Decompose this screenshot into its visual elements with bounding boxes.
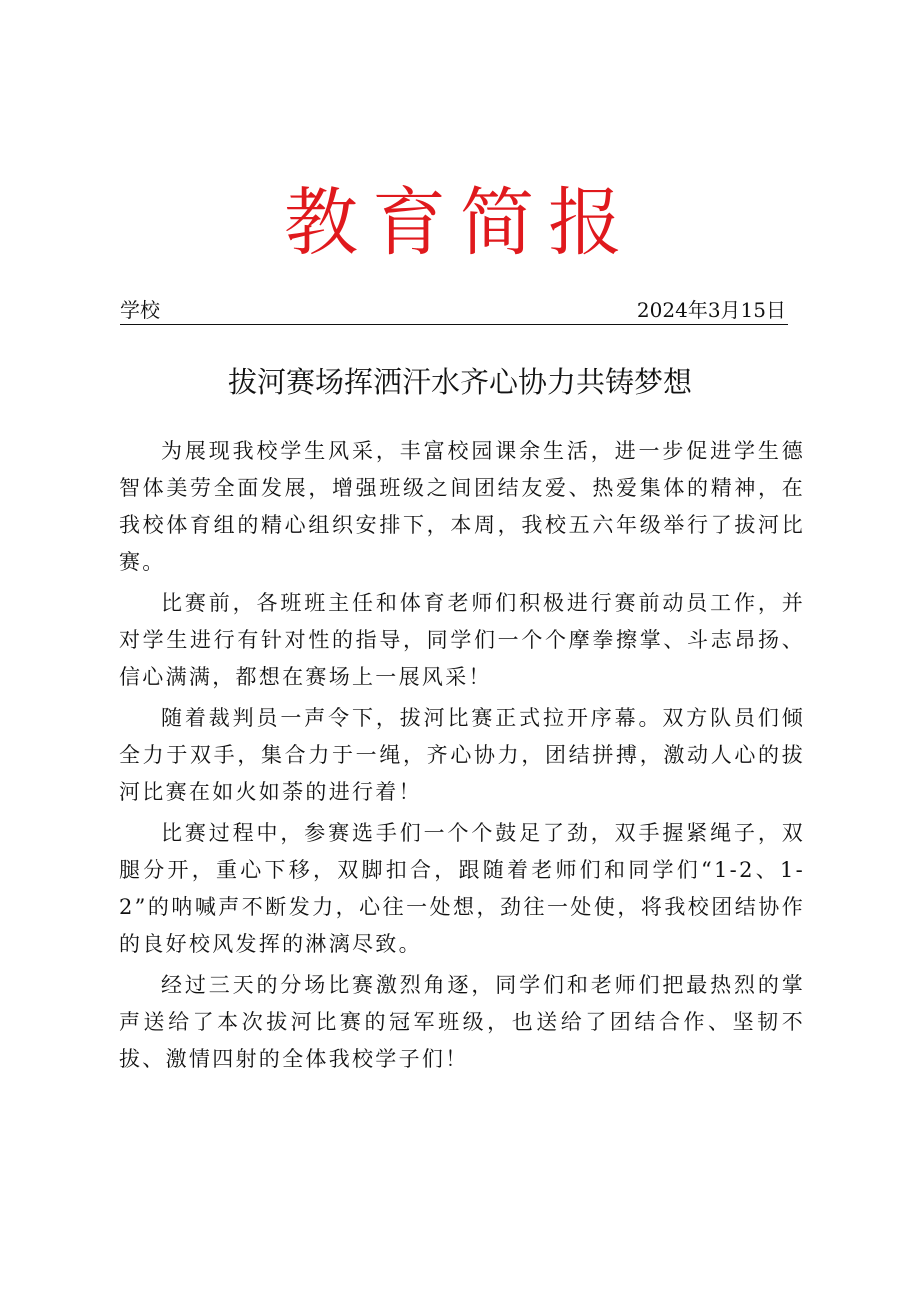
article-title: 拔河赛场挥洒汗水齐心协力共铸梦想 <box>227 365 692 399</box>
article-paragraph: 比赛过程中，参赛选手们一个个鼓足了劲，双手握紧绳子，双腿分开，重心下移，双脚扣合，跟随着老师们和同学们“1-2、1-2”的呐喊声不断发力，心往一处想，劲往一处使，将我校团结协作的良好校风发挥的淋漓尽致。 <box>119 821 805 956</box>
article-paragraph: 比赛前，各班班主任和体育老师们积极进行赛前动员工作，并对学生进行有针对性的指导，同学们一个个摩拳擦掌、斗志昂扬、信心满满，都想在赛场上一展风采！ <box>119 591 805 689</box>
article-paragraph: 为展现我校学生风采，丰富校园课余生活，进一步促进学生德智体美劳全面发展，增强班级之间团结友爱、热爱集体的精神，在我校体育组的精心组织安排下，本周，我校五六年级举行了拔河比赛。 <box>119 439 805 574</box>
school-label: 学校 <box>120 298 160 322</box>
article-paragraph: 经过三天的分场比赛激烈角逐，同学们和老师们把最热烈的掌声送给了本次拔河比赛的冠军班级，也送给了团结合作、坚韧不拔、激情四射的全体我校学子们！ <box>119 973 805 1071</box>
article-paragraph: 随着裁判员一声令下，拔河比赛正式拉开序幕。双方队员们倾全力于双手，集合力于一绳，齐心协力，团结拼搏，激动人心的拔河比赛在如火如荼的进行着！ <box>119 706 805 804</box>
issue-info-row <box>120 296 788 325</box>
article-body <box>119 433 805 1082</box>
issue-date: 2024年3月15日 <box>636 298 786 322</box>
masthead-title: 教育简报 <box>284 180 636 266</box>
